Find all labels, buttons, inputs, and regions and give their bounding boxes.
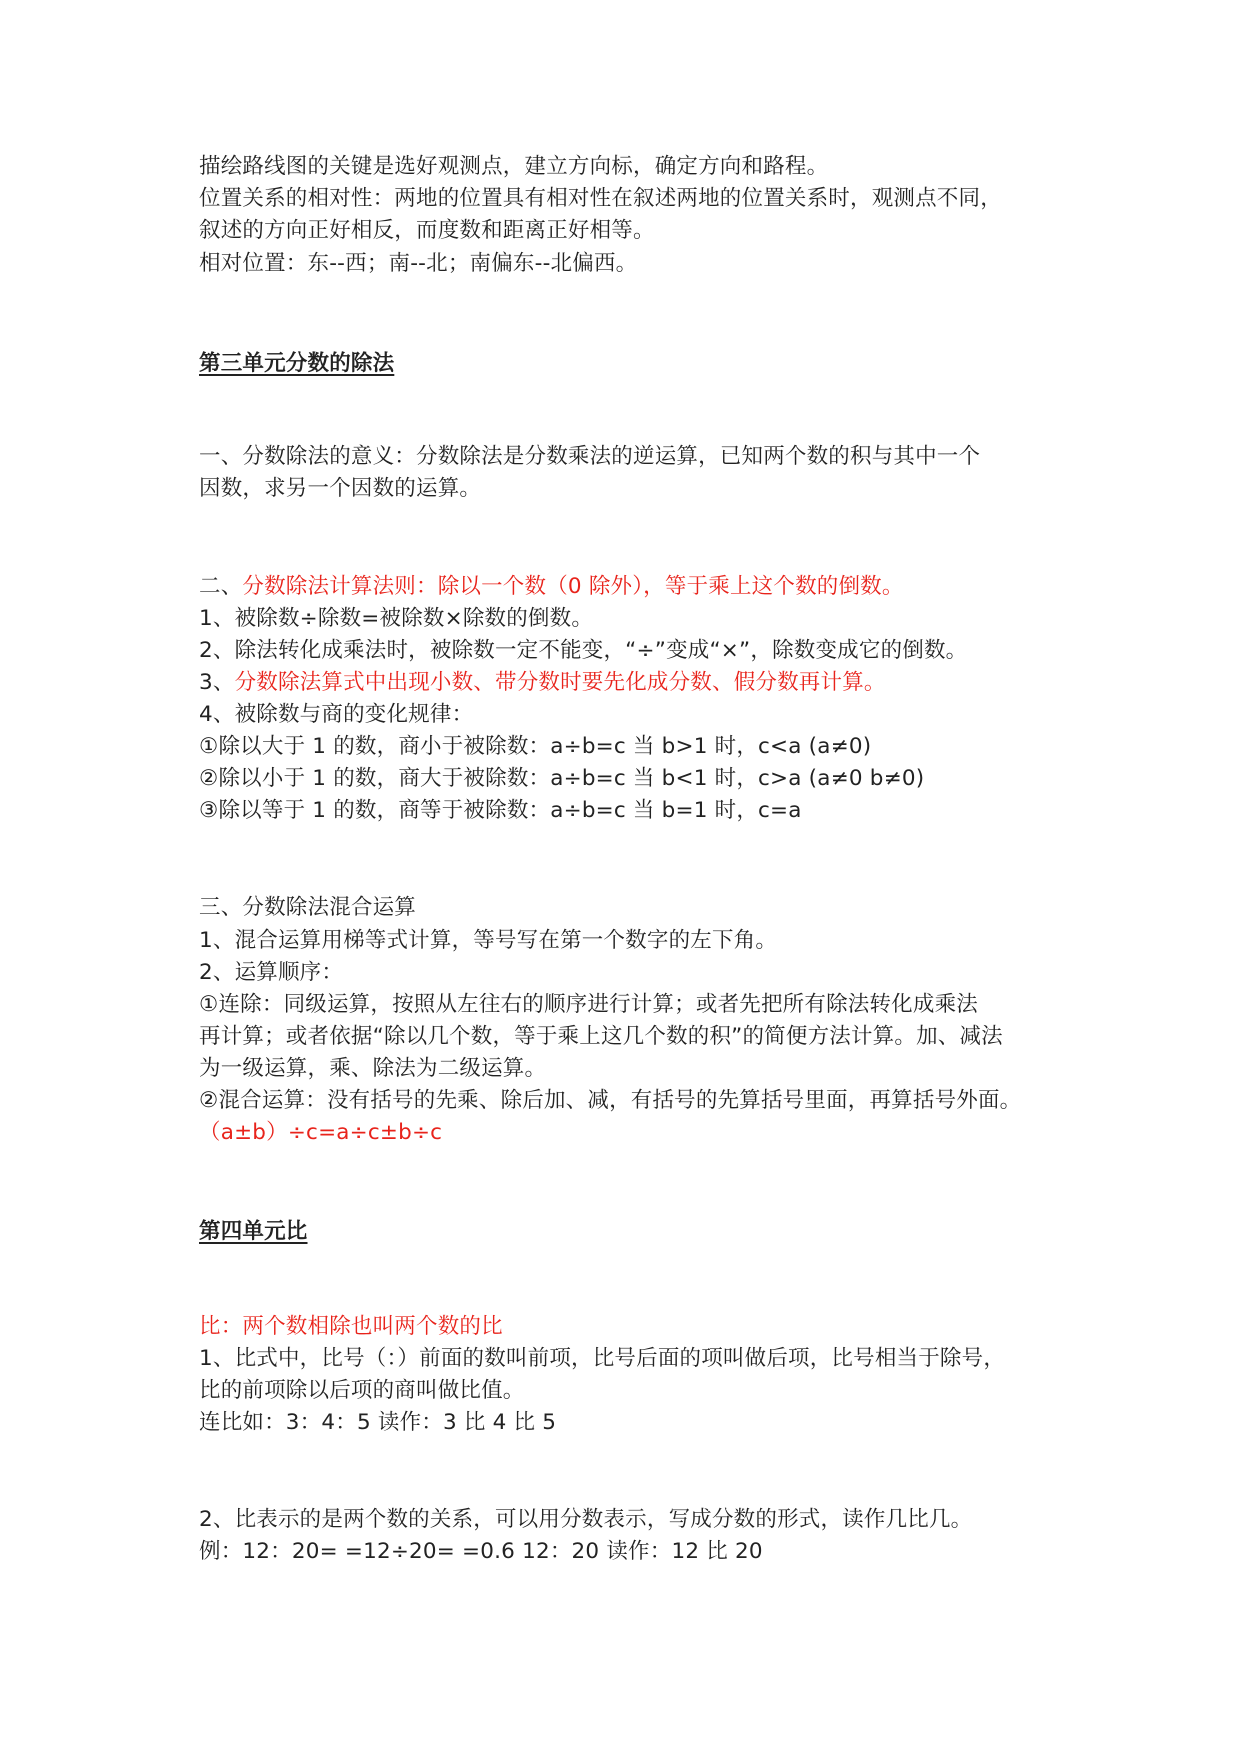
list-item: 2、除法转化成乘法时，被除数一定不能变，“÷”变成“×”，除数变成它的倒数。 — [199, 638, 968, 663]
list-item-highlight: 分数除法算式中出现小数、带分数时要先化成分数、假分数再计算。 — [234, 670, 886, 695]
paragraph-line: ②混合运算：没有括号的先乘、除后加、减，有括号的先算括号里面，再算括号外面。 — [199, 1088, 1022, 1113]
list-item: 4、被除数与商的变化规律： — [199, 702, 474, 727]
paragraph-line: 一、分数除法的意义：分数除法是分数乘法的逆运算，已知两个数的积与其中一个 — [199, 444, 981, 469]
paragraph-line: 三、分数除法混合运算 — [199, 895, 417, 920]
paragraph-line: 1、比式中，比号（：）前面的数叫前项，比号后面的项叫做后项，比号相当于除号， — [199, 1346, 1006, 1371]
paragraph-line: ①连除：同级运算，按照从左往右的顺序进行计算；或者先把所有除法转化成乘法 — [199, 992, 978, 1017]
paragraph-line: 描绘路线图的关键是选好观测点，建立方向标，确定方向和路程。 — [199, 154, 829, 179]
rule-prefix: 二、 — [199, 574, 243, 599]
paragraph-line: 比的前项除以后项的商叫做比值。 — [199, 1378, 525, 1403]
paragraph-line: 位置关系的相对性：两地的位置具有相对性在叙述两地的位置关系时，观测点不同， — [199, 186, 1002, 211]
paragraph-line: 例：12：20= =12÷20= =0.6 12：20 读作：12 比 20 — [199, 1539, 763, 1564]
paragraph-line: 相对位置：东--西；南--北；南偏东--北偏西。 — [199, 251, 638, 276]
list-item: ②除以小于 1 的数，商大于被除数：a÷b=c 当 b<1 时，c>a (a≠0 b≠0) — [199, 766, 925, 791]
unit3-heading: 第三单元分数的除法 — [199, 351, 395, 376]
paragraph-line: 1、混合运算用梯等式计算，等号写在第一个数字的左下角。 — [199, 928, 778, 953]
paragraph-line: 为一级运算，乘、除法为二级运算。 — [199, 1056, 547, 1081]
list-item-prefix: 3、 — [199, 670, 235, 695]
definition-line: 比：两个数相除也叫两个数的比 — [199, 1314, 503, 1339]
paragraph-line: 再计算；或者依据“除以几个数，等于乘上这几个数的积”的简便方法计算。加、减法 — [199, 1024, 1003, 1049]
paragraph-line: 叙述的方向正好相反，而度数和距离正好相等。 — [199, 218, 655, 243]
list-item: ③除以等于 1 的数，商等于被除数：a÷b=c 当 b=1 时，c=a — [199, 798, 802, 823]
paragraph-line: 因数，求另一个因数的运算。 — [199, 476, 482, 501]
list-item: ①除以大于 1 的数，商小于被除数：a÷b=c 当 b>1 时，c<a (a≠0) — [199, 734, 872, 759]
list-item — [199, 668, 886, 698]
paragraph-line: 连比如：3：4：5 读作：3 比 4 比 5 — [199, 1410, 557, 1435]
paragraph-line: 2、运算顺序： — [199, 960, 344, 985]
unit4-heading: 第四单元比 — [199, 1219, 308, 1244]
rule-line — [199, 572, 904, 602]
formula-line: （a±b）÷c=a÷c±b÷c — [199, 1120, 443, 1145]
rule-highlight: 分数除法计算法则：除以一个数（0 除外），等于乘上这个数的倒数。 — [242, 574, 904, 599]
paragraph-line: 2、比表示的是两个数的关系，可以用分数表示，写成分数的形式，读作几比几。 — [199, 1507, 973, 1532]
list-item: 1、被除数÷除数=被除数×除数的倒数。 — [199, 606, 594, 631]
